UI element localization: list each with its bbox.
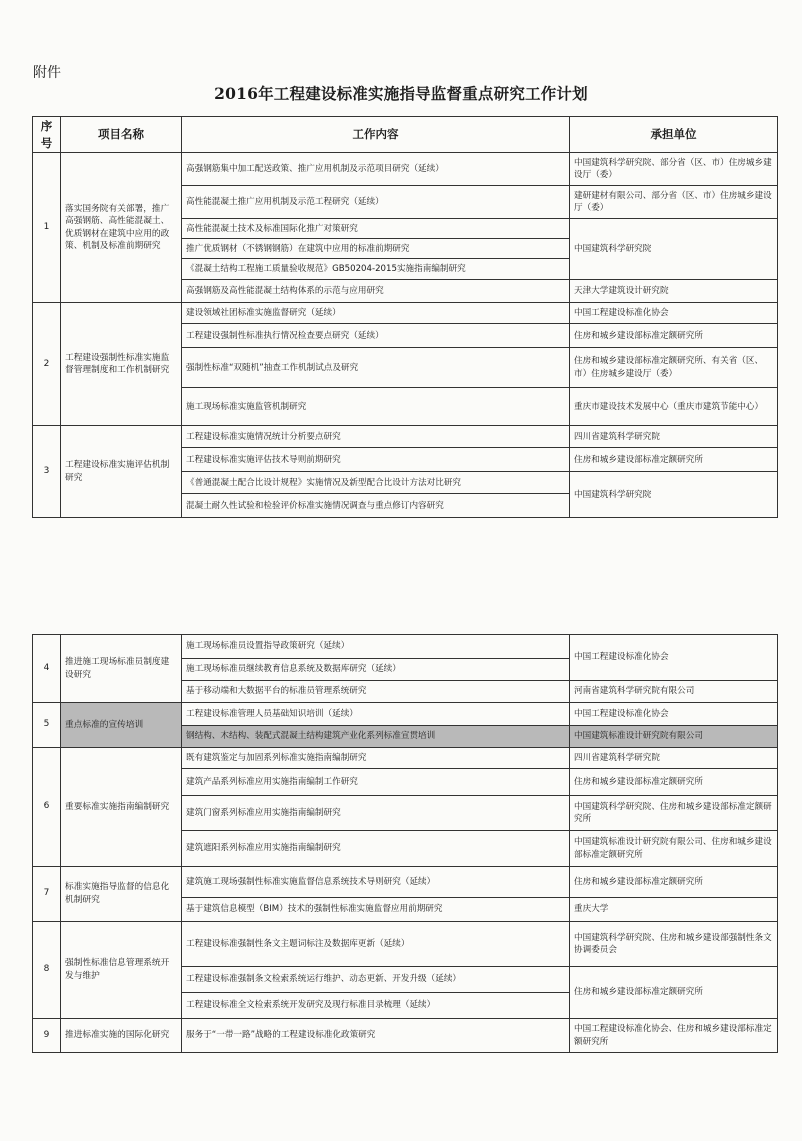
document-title: 2016年工程建设标准实施指导监督重点研究工作计划 — [214, 84, 588, 103]
plan-table-part-2 — [32, 634, 778, 1053]
unit-cell: 重庆大学 — [570, 898, 778, 922]
unit-cell: 四川省建筑科学研究院 — [570, 748, 778, 769]
content-cell: 推广优质钢材（不锈钢钢筋）在建筑中应用的标准前期研究 — [182, 239, 570, 259]
seq-cell: 6 — [33, 748, 61, 867]
content-cell: 建筑产品系列标准应用实施指南编制工作研究 — [182, 769, 570, 796]
seq-cell: 3 — [33, 426, 61, 518]
seq-cell: 5 — [33, 703, 61, 748]
content-cell: 工程建设标准实施评估技术导则前期研究 — [182, 448, 570, 472]
content-cell: 高性能混凝土推广应用机制及示范工程研究（延续） — [182, 186, 570, 219]
unit-cell: 中国建筑科学研究院、住房和城乡建设部标准定额研究所 — [570, 796, 778, 831]
content-cell: 建设领域社团标准实施监督研究（延续） — [182, 303, 570, 324]
unit-cell: 住房和城乡建设部标准定额研究所 — [570, 448, 778, 472]
content-cell: 钢结构、木结构、装配式混凝土结构建筑产业化系列标准宣贯培训 — [182, 726, 570, 748]
content-cell: 既有建筑鉴定与加固系列标准实施指南编制研究 — [182, 748, 570, 769]
unit-cell: 中国建筑科学研究院、住房和城乡建设部强制性条文协调委员会 — [570, 922, 778, 967]
project-cell: 推进施工现场标准员制度建设研究 — [61, 635, 182, 703]
unit-cell: 四川省建筑科学研究院 — [570, 426, 778, 448]
content-cell: 建筑门窗系列标准应用实施指南编制研究 — [182, 796, 570, 831]
project-cell: 推进标准实施的国际化研究 — [61, 1019, 182, 1053]
unit-cell: 中国建筑科学研究院、部分省（区、市）住房城乡建设厅（委） — [570, 153, 778, 186]
table-row — [33, 922, 778, 967]
table-row — [33, 303, 778, 324]
header-content: 工作内容 — [182, 117, 570, 153]
content-cell: 基于建筑信息模型（BIM）技术的强制性标准实施监督应用前期研究 — [182, 898, 570, 922]
table-row — [33, 1019, 778, 1053]
content-cell: 工程建设强制性标准执行情况检查要点研究（延续） — [182, 324, 570, 348]
header-seq: 序号 — [33, 117, 61, 153]
content-cell: 建筑遮阳系列标准应用实施指南编制研究 — [182, 831, 570, 867]
unit-cell: 中国工程建设标准化协会 — [570, 635, 778, 681]
unit-cell: 河南省建筑科学研究院有限公司 — [570, 681, 778, 703]
table-row — [33, 635, 778, 659]
table-row — [33, 703, 778, 726]
project-cell: 重要标准实施指南编制研究 — [61, 748, 182, 867]
content-cell: 基于移动端和大数据平台的标准员管理系统研究 — [182, 681, 570, 703]
unit-cell: 中国建筑科学研究院 — [570, 219, 778, 280]
seq-cell: 8 — [33, 922, 61, 1019]
header-unit: 承担单位 — [570, 117, 778, 153]
table-row — [33, 153, 778, 186]
content-cell: 混凝土耐久性试验和检验评价标准实施情况调查与重点修订内容研究 — [182, 494, 570, 518]
project-cell: 工程建设标准实施评估机制研究 — [61, 426, 182, 518]
content-cell: 服务于“一带一路”战略的工程建设标准化政策研究 — [182, 1019, 570, 1053]
unit-cell: 住房和城乡建设部标准定额研究所 — [570, 867, 778, 898]
project-cell: 落实国务院有关部署，推广高强钢筋、高性能混凝土、优质钢材在建筑中应用的政策、机制及标准前期研究 — [61, 153, 182, 303]
unit-cell: 中国建筑标准设计研究院有限公司、住房和城乡建设部标准定额研究所 — [570, 831, 778, 867]
content-cell: 《混凝土结构工程施工质量验收规范》GB50204-2015实施指南编制研究 — [182, 259, 570, 280]
content-cell: 工程建设标准强制性条文主题词标注及数据库更新（延续） — [182, 922, 570, 967]
unit-cell: 建研建材有限公司、部分省（区、市）住房城乡建设厅（委） — [570, 186, 778, 219]
seq-cell: 4 — [33, 635, 61, 703]
table-row — [33, 867, 778, 898]
unit-cell: 住房和城乡建设部标准定额研究所、有关省（区、市）住房城乡建设厅（委） — [570, 348, 778, 388]
seq-cell: 1 — [33, 153, 61, 303]
unit-cell: 中国工程建设标准化协会、住房和城乡建设部标准定额研究所 — [570, 1019, 778, 1053]
content-cell: 高强钢筋集中加工配送政策、推广应用机制及示范项目研究（延续） — [182, 153, 570, 186]
project-cell: 标准实施指导监督的信息化机制研究 — [61, 867, 182, 922]
content-cell: 《普通混凝土配合比设计规程》实施情况及新型配合比设计方法对比研究 — [182, 472, 570, 494]
table-header-row — [33, 117, 778, 153]
content-cell: 工程建设标准实施情况统计分析要点研究 — [182, 426, 570, 448]
project-cell: 重点标准的宣传培训 — [61, 703, 182, 748]
unit-cell: 住房和城乡建设部标准定额研究所 — [570, 967, 778, 1019]
content-cell: 施工现场标准员设置指导政策研究（延续） — [182, 635, 570, 659]
unit-cell: 天津大学建筑设计研究院 — [570, 280, 778, 303]
project-cell: 强制性标准信息管理系统开发与维护 — [61, 922, 182, 1019]
project-cell: 工程建设强制性标准实施监督管理制度和工作机制研究 — [61, 303, 182, 426]
content-cell: 施工现场标准实施监管机制研究 — [182, 388, 570, 426]
attachment-label: 附件 — [33, 65, 61, 81]
content-cell: 强制性标准“双随机”抽查工作机制试点及研究 — [182, 348, 570, 388]
unit-cell: 中国工程建设标准化协会 — [570, 303, 778, 324]
table-row — [33, 426, 778, 448]
table-row — [33, 748, 778, 769]
content-cell: 高强钢筋及高性能混凝土结构体系的示范与应用研究 — [182, 280, 570, 303]
content-cell: 高性能混凝土技术及标准国际化推广对策研究 — [182, 219, 570, 239]
content-cell: 工程建设标准管理人员基础知识培训（延续） — [182, 703, 570, 726]
content-cell: 工程建设标准强制条文检索系统运行维护、动态更新、开发升级（延续） — [182, 967, 570, 993]
header-project: 项目名称 — [61, 117, 182, 153]
unit-cell: 中国建筑标准设计研究院有限公司 — [570, 726, 778, 748]
unit-cell: 住房和城乡建设部标准定额研究所 — [570, 324, 778, 348]
content-cell: 施工现场标准员继续教育信息系统及数据库研究（延续） — [182, 659, 570, 681]
unit-cell: 中国工程建设标准化协会 — [570, 703, 778, 726]
unit-cell: 住房和城乡建设部标准定额研究所 — [570, 769, 778, 796]
seq-cell: 2 — [33, 303, 61, 426]
seq-cell: 9 — [33, 1019, 61, 1053]
content-cell: 工程建设标准全文检索系统开发研究及现行标准目录梳理（延续） — [182, 993, 570, 1019]
unit-cell: 中国建筑科学研究院 — [570, 472, 778, 518]
content-cell: 建筑施工现场强制性标准实施监督信息系统技术导则研究（延续） — [182, 867, 570, 898]
plan-table-part-1 — [32, 116, 778, 518]
seq-cell: 7 — [33, 867, 61, 922]
unit-cell: 重庆市建设技术发展中心（重庆市建筑节能中心） — [570, 388, 778, 426]
